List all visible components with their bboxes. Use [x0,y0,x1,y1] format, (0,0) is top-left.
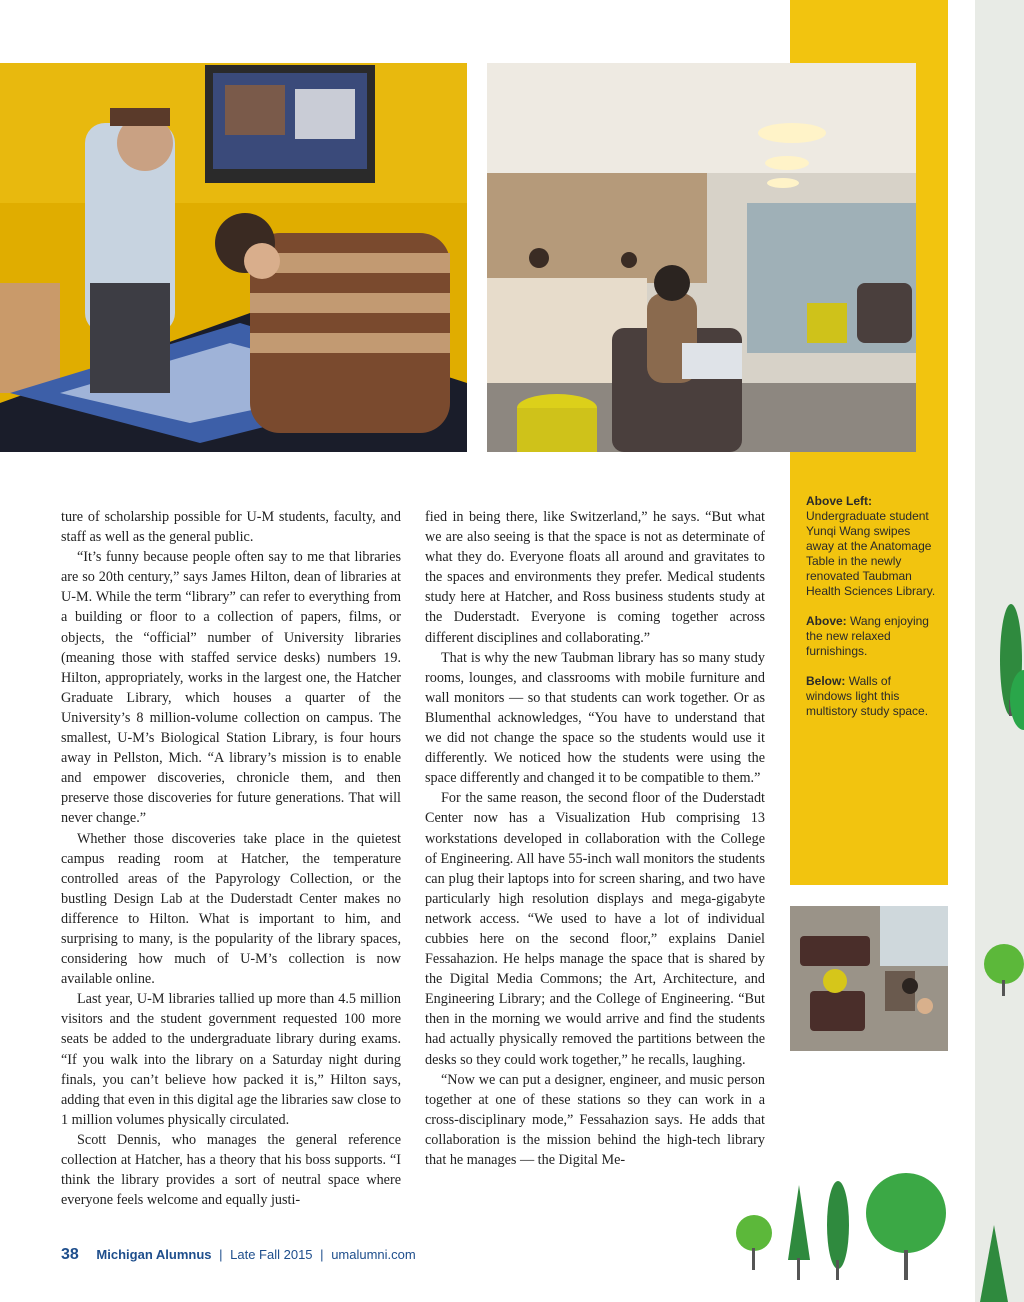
photo-lounge [487,63,916,452]
paragraph: “It’s funny because people often say to me that libraries are so 20th century,” says James Hilton, dean of libraries at U-M. While the term “library” can refer to everything from a building or floor to a collection of papers, films, or objects, the “official” number of University libraries (meaning those with staffed service desks) numbers 19. Hilton, appropriately, works in the largest one, the Hatcher Graduate Library, which houses a quarter of the University’s 8 million-volume collection on campus. The smallest, U-M’s Biological Station Library, is four hours away in Pellston, Mich. “A library’s mission is to enable and empower discoveries, chronicle them, and then preserve those discoveries for future generations. That will never change.” [61,549,401,827]
magazine-name: Michigan Alumnus [96,1247,212,1262]
page-number: 38 [61,1246,79,1263]
tree-icon [827,1181,849,1280]
caption-label: Above: [806,614,847,628]
caption-text: Walls of windows light this multistory study space. [806,674,929,718]
issue-date: Late Fall 2015 [230,1247,313,1262]
caption-text: Undergraduate student Yunqi Wang swipes away at the Anatomage Table in the newly renovated Taubman Health Sciences Library. [806,509,936,598]
tree-illustrations [720,600,1024,1302]
tree-icon [980,1225,1008,1302]
paragraph: “Now we can put a designer, engineer, and music person together at one of these stations so they can work in a cross-disciplinary mode,” Fessahazion says. He adds that collaboration is the mission behind the high-tech library that he manages — the Digital Me- [425,1071,765,1168]
paragraph: That is why the new Taubman library has so many study rooms, lounges, and classrooms with mobile furniture and wall monitors — so that students can work together. Or as Blumenthal acknowledges, “You have to understand that we did not change the space so the students would use it differently. We noticed how the students were using the space differently and changed it to be compatible to them.” [425,649,765,787]
paragraph: Last year, U-M libraries tallied up more than 4.5 million visitors and the student government requested 100 more seats be added to the undergraduate library during exams. “If you walk into the library on a Saturday night during finals, you can’t believe how packed it is,” Hilton says, adding that even in this digital age the libraries saw close to 1 million volumes physically circulated. [61,991,401,1128]
paragraph: For the same reason, the second floor of the Duderstadt Center now has a Visualization Hub comprising 13 workstations developed in collaboration with the College of Engineering. All have 55-inch wall monitors the students can plug their laptops into for screen sharing, and two have particularly high resolution displays and mega-gigabyte network access. “We used to have a lot of individual cubbies here on the second floor,” explains Daniel Fessahazion. He helps manage the space that is shared by the Digital Media Commons; the Art, Architecture, and Engineering Library; and the College of Engineering. “But then in the morning we would arrive and find the students had actually physically removed the partitions between the desks so they could work together,” he recalls, laughing. [425,790,765,1068]
tree-icon [866,1173,946,1280]
caption-above-left [806,494,938,599]
paragraph: fied in being there, like Switzerland,” he says. “But what we are also seeing is that the space is not as determinate of what they do. Everyone floats all around and gravitates to the spaces and environments they prefer. Medical students study here at Hatcher, and Ross business students study at the Duderstadt. Everyone is coming together across different disciplines and collaborating.” [425,509,765,646]
article-column-1 [61,507,401,1210]
tree-icon [788,1185,810,1280]
separator: | [320,1247,324,1262]
website-link[interactable]: umalumni.com [331,1247,416,1262]
caption-text: Wang enjoying the new relaxed furnishings. [806,614,929,658]
paragraph: Scott Dennis, who manages the general reference collection at Hatcher, has a theory that his boss supports. “I think the library provides a sort of neutral space where everyone feels welcome and equally justi- [61,1131,401,1209]
separator: | [219,1247,223,1262]
page-footer [61,1246,416,1266]
article-column-2 [425,507,765,1170]
paragraph: Whether those discoveries take place in the quietest campus reading room at Hatcher, the temperature controlled areas of the Papyrology Collection, or the bustling Design Lab at the Duderstadt Center makes no difference to Hilton. What is important to him, and surprising to many, is the popularity of the library spaces, considering how much of U-M’s collection is now available online. [61,830,401,988]
paragraph: ture of scholarship possible for U-M students, faculty, and staff as well as the general public. [61,509,401,546]
tree-icon [736,1215,772,1270]
tree-icon [984,944,1024,996]
caption-label: Above Left: [806,494,872,508]
photo-anatomage-table [0,63,467,452]
caption-label: Below: [806,674,846,688]
